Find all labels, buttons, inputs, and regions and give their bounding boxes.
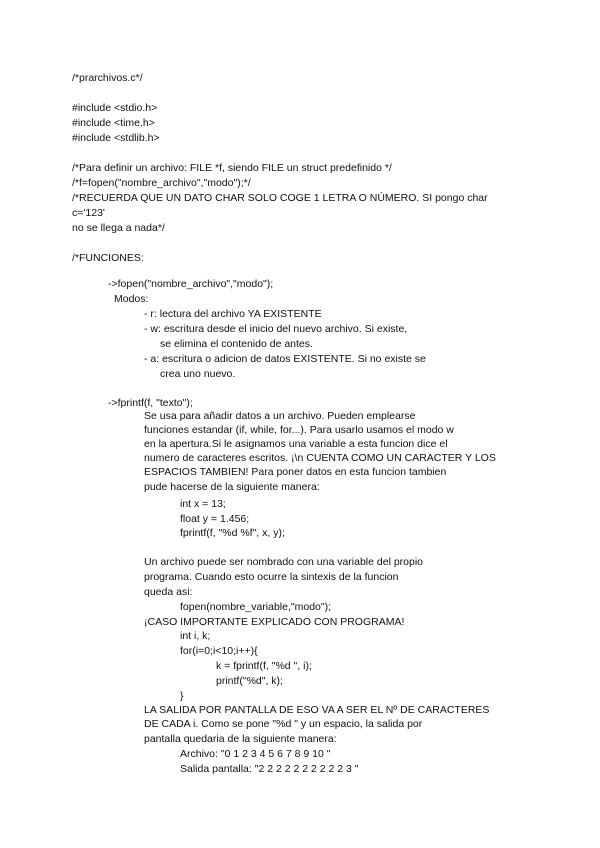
text-line: Archivo: "0 1 2 3 4 5 6 7 8 9 10 " bbox=[180, 748, 331, 760]
text-line: ESPACIOS TAMBIEN! Para poner datos en esta funcion tambien bbox=[144, 466, 447, 478]
text-line: #include <time.h> bbox=[72, 117, 155, 129]
text-line: Se usa para añadir datos a un archivo. Pueden emplearse bbox=[144, 410, 416, 422]
code-line: int i, k; bbox=[180, 630, 211, 642]
text-line: LA SALIDA POR PANTALLA DE ESO VA A SER EL Nº DE CARACTERES bbox=[144, 704, 490, 716]
code-line: k = fprintf(f, "%d ", i); bbox=[216, 660, 312, 672]
code-line: for(i=0;i<10;i++){ bbox=[180, 645, 258, 657]
text-line: #include <stdio.h> bbox=[72, 102, 158, 114]
text-line: #include <stdlib.h> bbox=[72, 132, 160, 144]
text-line: c='123' bbox=[72, 207, 105, 219]
text-line: Salida pantalla: "2 2 2 2 2 2 2 2 2 2 3 " bbox=[180, 763, 359, 775]
text-line: no se llega a nada*/ bbox=[72, 222, 165, 234]
text-line: se elimina el contenido de antes. bbox=[160, 338, 313, 350]
text-line: pude hacerse de la siguiente manera: bbox=[144, 481, 320, 493]
text-line: /*prarchivos.c*/ bbox=[72, 72, 143, 84]
text-line: /*FUNCIONES: bbox=[72, 252, 144, 264]
text-line: - w: escritura desde el inicio del nuevo archivo. Si existe, bbox=[144, 323, 408, 335]
text-line: /*Para definir un archivo: FILE *f, siendo FILE un struct predefinido */ bbox=[72, 162, 392, 174]
text-line: - r: lectura del archivo YA EXISTENTE bbox=[144, 308, 322, 320]
code-line: printf("%d", k); bbox=[216, 675, 283, 687]
text-line: ->fopen("nombre_archivo","modo"); bbox=[108, 278, 274, 290]
text-line: pantalla quedaria de la siguiente manera: bbox=[144, 733, 337, 745]
text-line: - a: escritura o adicion de datos EXISTENTE. Si no existe se bbox=[144, 353, 426, 365]
text-line: Modos: bbox=[114, 293, 149, 305]
text-line: numero de caracteres escritos. ¡\n CUENTA COMO UN CARACTER Y LOS bbox=[144, 452, 496, 464]
code-line: float y = 1.456; bbox=[180, 513, 250, 525]
text-line: /*RECUERDA QUE UN DATO CHAR SOLO COGE 1 LETRA O NÚMERO. SI pongo char bbox=[72, 192, 488, 204]
code-line: } bbox=[180, 690, 184, 702]
text-line: /*f=fopen("nombre_archivo","modo");*/ bbox=[72, 177, 251, 189]
text-line: ¡CASO IMPORTANTE EXPLICADO CON PROGRAMA! bbox=[144, 616, 405, 628]
code-line: fopen(nombre_variable,"modo"); bbox=[180, 601, 332, 613]
text-line: funciones estandar (if, while, for...). Para usarlo usamos el modo w bbox=[144, 424, 454, 436]
text-line: queda asi: bbox=[144, 586, 193, 598]
text-line: programa. Cuando esto ocurre la sintexis de la funcion bbox=[144, 571, 399, 583]
text-line: Un archivo puede ser nombrado con una variable del propio bbox=[144, 556, 424, 568]
code-line: int x = 13; bbox=[180, 498, 226, 510]
text-line: DE CADA i. Como se pone "%d " y un espacio, la salida por bbox=[144, 718, 423, 730]
text-line: en la apertura.Si le asignamos una variable a esta funcion dice el bbox=[144, 438, 448, 450]
code-line: fprintf(f, "%d %f", x, y); bbox=[180, 527, 285, 539]
text-line: crea uno nuevo. bbox=[160, 368, 236, 380]
text-line: ->fprintf(f, "texto"); bbox=[108, 397, 193, 409]
